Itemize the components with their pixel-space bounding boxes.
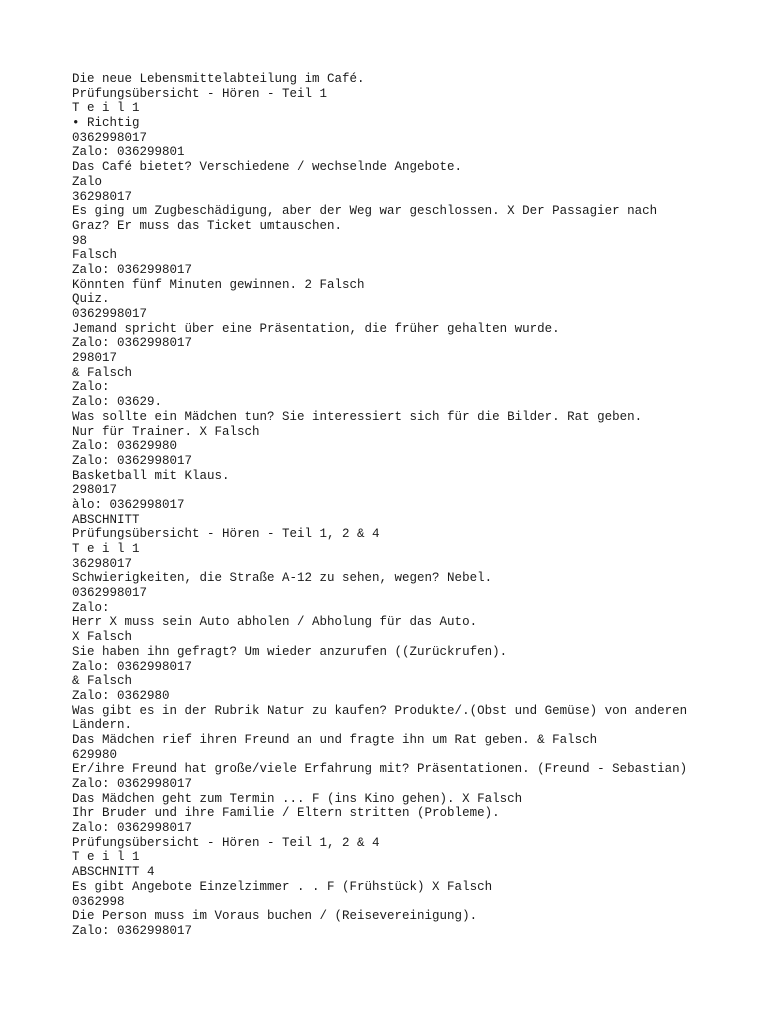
text-line: Zalo: 0362980: [72, 688, 170, 703]
text-line: 36298017: [72, 556, 133, 571]
text-line: T e i l 1: [72, 850, 140, 865]
text-line: Zalo: 0362998017: [72, 923, 193, 938]
text-line: Zalo:: [72, 380, 110, 395]
text-line: Ihr Bruder und ihre Familie / Eltern stritten (Probleme).: [72, 806, 500, 821]
text-line: Das Mädchen geht zum Termin ... F (ins Kino gehen). X Falsch: [72, 791, 523, 806]
text-line: ABSCHNITT 4: [72, 865, 155, 880]
text-line: Was gibt es in der Rubrik Natur zu kaufen? Produkte/.(Obst und Gemüse) von anderen: [72, 703, 688, 718]
text-line: Quiz.: [72, 292, 110, 307]
text-line: Könnten fünf Minuten gewinnen. 2 Falsch: [72, 277, 365, 292]
text-line: Basketball mit Klaus.: [72, 468, 230, 483]
text-line: Er/ihre Freund hat große/viele Erfahrung mit? Präsentationen. (Freund - Sebastian): [72, 762, 688, 777]
text-line: Die neue Lebensmittelabteilung im Café.: [72, 72, 365, 86]
text-line: X Falsch: [72, 630, 133, 645]
text-line: 0362998017: [72, 130, 148, 145]
text-line: Prüfungsübersicht - Hören - Teil 1, 2 & 4: [72, 527, 380, 542]
text-line: & Falsch: [72, 365, 133, 380]
text-line: Graz? Er muss das Ticket umtauschen.: [72, 218, 343, 233]
text-line: 298017: [72, 483, 118, 498]
text-line: ABSCHNITT: [72, 512, 140, 527]
text-line: Ländern.: [72, 718, 133, 733]
text-line: T e i l 1: [72, 101, 140, 116]
text-line: Schwierigkeiten, die Straße A-12 zu sehen, wegen? Nebel.: [72, 571, 493, 586]
text-line: Zalo: 03629980: [72, 439, 178, 454]
text-line: Das Café bietet? Verschiedene / wechselnde Angebote.: [72, 160, 463, 175]
text-line: 629980: [72, 747, 118, 762]
text-line: Zalo: 0362998017: [72, 336, 193, 351]
text-line: Das Mädchen rief ihren Freund an und fragte ihn um Rat geben. & Falsch: [72, 732, 598, 747]
text-line: Was sollte ein Mädchen tun? Sie interessiert sich für die Bilder. Rat geben.: [72, 409, 643, 424]
text-line: 298017: [72, 351, 118, 366]
text-line: 0362998017: [72, 307, 148, 321]
text-line: Zalo: 0362998017: [72, 821, 193, 836]
text-line: Zalo: 03629.: [72, 395, 163, 410]
text-line: Herr X muss sein Auto abholen / Abholung für das Auto.: [72, 615, 478, 630]
text-line: Sie haben ihn gefragt? Um wieder anzurufen ((Zurückrufen).: [72, 644, 508, 659]
text-line: Nur für Trainer. X Falsch: [72, 424, 260, 439]
text-line: Falsch: [72, 248, 118, 263]
text-line: 0362998017: [72, 586, 148, 601]
text-line: Zalo: 0362998017: [72, 262, 193, 277]
text-line: T e i l 1: [72, 542, 140, 556]
text-line: 36298017: [72, 189, 133, 204]
text-line: 98: [72, 233, 88, 248]
text-line: Die Person muss im Voraus buchen / (Reisevereinigung).: [72, 909, 478, 924]
text-line: & Falsch: [72, 674, 133, 689]
text-line: Zalo: [72, 174, 103, 189]
text-line: Zalo: 036299801: [72, 145, 185, 160]
text-line: Prüfungsübersicht - Hören - Teil 1: [72, 86, 328, 101]
text-line: Zalo: 0362998017: [72, 453, 193, 468]
text-line: Zalo: 0362998017: [72, 659, 193, 674]
text-line: Prüfungsübersicht - Hören - Teil 1, 2 & 4: [72, 835, 380, 850]
text-line: • Richtig: [72, 116, 140, 131]
text-line: Jemand spricht über eine Präsentation, die früher gehalten wurde.: [72, 321, 560, 336]
text-line: Zalo: 0362998017: [72, 777, 193, 791]
text-line: àlo: 0362998017: [72, 497, 185, 512]
document-page: [72, 72, 712, 939]
text-line: 0362998: [72, 894, 125, 909]
text-line: Es gibt Angebote Einzelzimmer . . F (Frühstück) X Falsch: [72, 879, 493, 894]
text-line: Es ging um Zugbeschädigung, aber der Weg war geschlossen. X Der Passagier nach: [72, 204, 658, 219]
text-line: Zalo:: [72, 600, 110, 615]
